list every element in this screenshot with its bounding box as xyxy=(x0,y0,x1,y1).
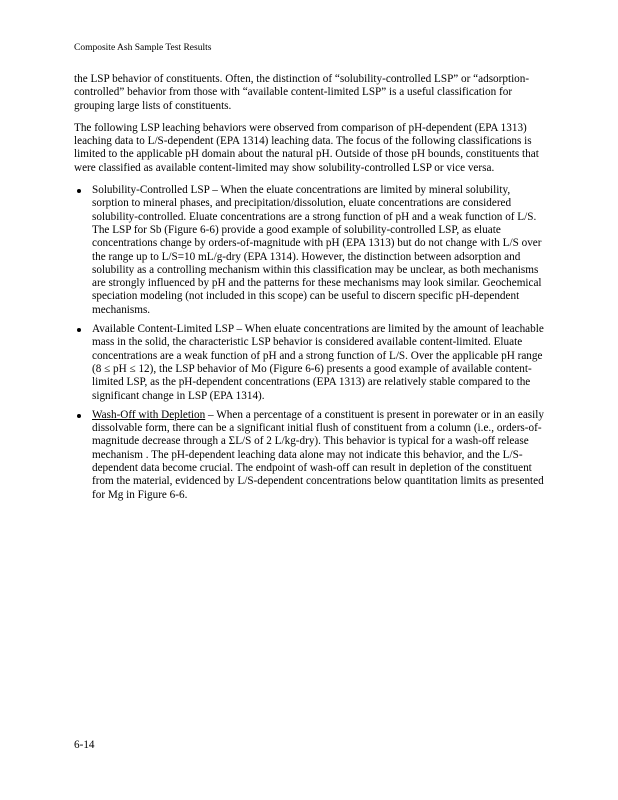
bullet-icon xyxy=(77,328,81,332)
paragraph: The following LSP leaching behaviors were observed from comparison of pH-dependent (EPA 1313) leaching data to L/S-dependent (EPA 1314) leaching data. The focus of the following classifications is limited to the applicable pH domain about the natural pH. Outside of those pH bounds, constituents that were classified as available content-limited may show solubility-controlled LSP or vice versa. xyxy=(74,121,539,174)
bullet-text: – When eluate concentrations are limited by the amount of leachable mass in the solid, the characteristic LSP behavior is considered available content-limited. Eluate concentrations are a weak function of pH and a strong function of L/S. Over the applicable pH range (8 ≤ pH ≤ 12), the LSP behavior of Mo (Figure 6-6) presents a good example of available content-limited LSP, as the pH-dependent concentrations (EPA 1313) are relatively stable compared to the significant change in LSP (EPA 1314). xyxy=(92,323,544,402)
running-header: Composite Ash Sample Test Results xyxy=(74,43,212,53)
page-number: 6-14 xyxy=(74,739,95,751)
bullet-item-solubility-controlled xyxy=(74,184,546,317)
bullet-term: Wash-Off with Depletion xyxy=(92,408,206,421)
bullet-icon xyxy=(77,414,81,418)
bullet-list xyxy=(74,184,546,502)
bullet-item-available-content-limited xyxy=(74,323,546,403)
bullet-text: – When the eluate concentrations are limited by mineral solubility, sorption to mineral phases, and precipitation/dissolution, eluate concentrations are considered solubility-controlled. Eluate concentrations are a strong function of pH and a weak function of L/S. The LSP for Sb (Figure 6-6) provide a good example of solubility-controlled LSP, as eluate concentrations change by orders-of-magnitude with pH (EPA 1313) but do not change with L/S over the range up to L/S=10 mL/g-dry (EPA 1314). However, the distinction between adsorption and solubility as a controlling mechanism within this classification may be unclear, as both mechanisms are strongly influenced by pH and the patterns for these mechanisms may look similar. Geochemical speciation modeling (not included in this scope) can be useful to discern specific pH-dependent mechanisms. xyxy=(92,184,542,316)
bullet-text: – When a percentage of a constituent is present in porewater or in an easily dissolvable form, there can be a significant initial flush of constituent from a column (i.e., orders-of-magnitude decrease through a ΣL/S of 2 L/kg-dry). This behavior is typical for a wash-off release mechanism . The pH-dependent leaching data alone may not indicate this behavior, and the L/S-dependent data become crucial. The endpoint of wash-off can result in depletion of the constituent from the material, evidenced by L/S-dependent concentrations below quantitation limits as presented for Mg in Figure 6-6. xyxy=(92,408,544,501)
bullet-term: Solubility-Controlled LSP xyxy=(92,184,210,197)
paragraph: the LSP behavior of constituents. Often, the distinction of “solubility-controlled LSP” or “adsorption-controlled” behavior from those with “available content-limited LSP” is a useful classification for grouping large lists of constituents. xyxy=(74,73,530,112)
bullet-item-wash-off xyxy=(74,409,546,502)
body-text xyxy=(74,73,546,508)
bullet-icon xyxy=(77,189,81,193)
bullet-term: Available Content-Limited LSP xyxy=(92,323,234,336)
